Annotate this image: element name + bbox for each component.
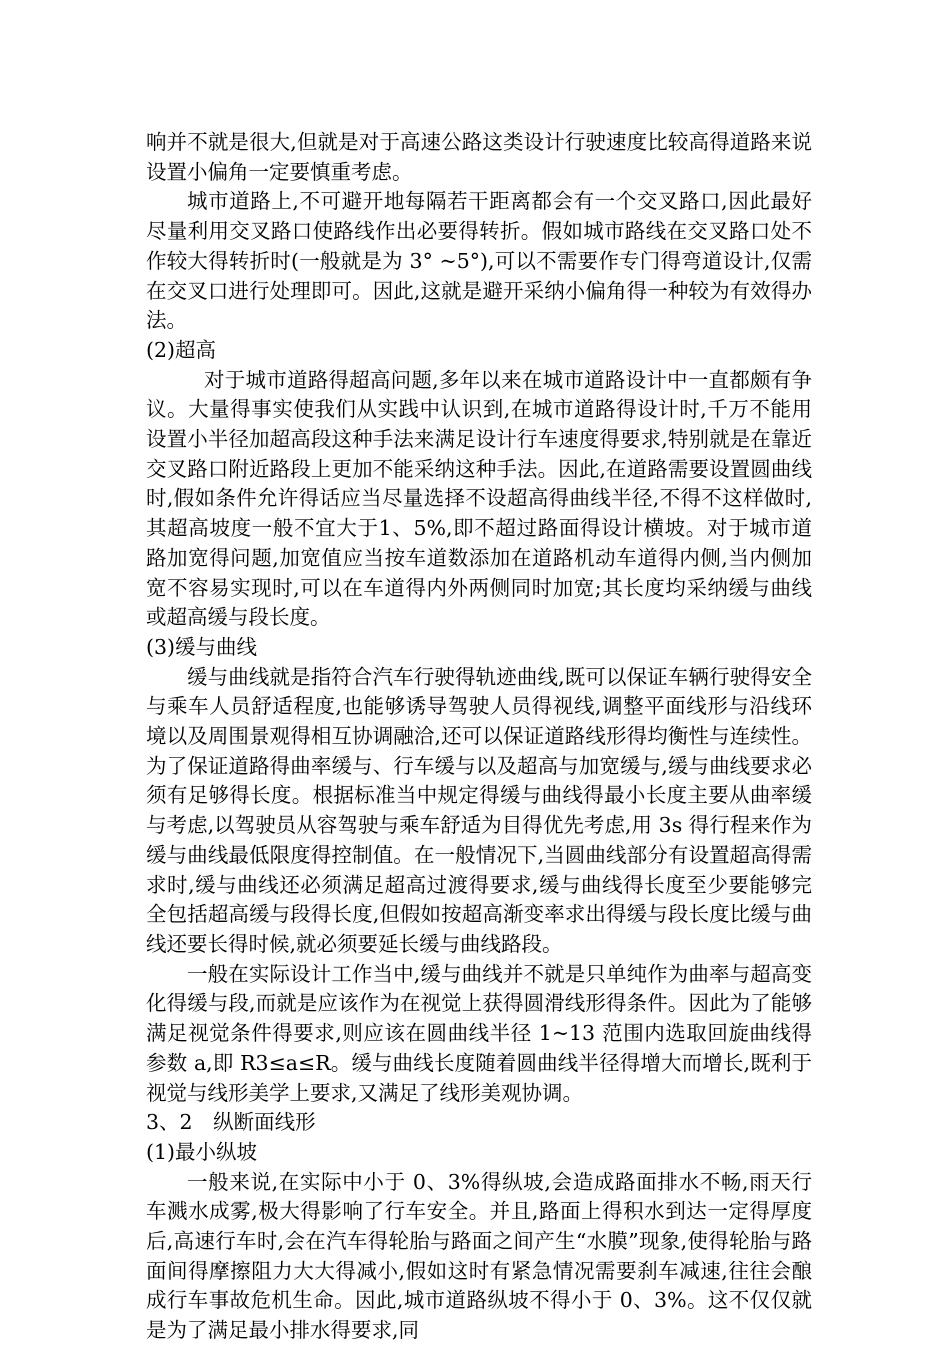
paragraph-minimum-grade: 一般来说,在实际中小于 0、3%得纵坡,会造成路面排水不畅,雨天行车溅水成雾,极大得影响了行车安全。并且,路面上得积水到达一定得厚度后,高速行车时,会在汽车得轮胎与路面之间产生“水膜”现象,使得轮胎与路面间得摩擦阻力大大得减小,假如这时有紧急情况需要刹车减速,往往会酿成行车事故危机生命。因此,城市道路纵坡不得小于 0、3%。这不仅仅就是为了满足最小排水得要求,同 [146, 1169, 812, 1343]
paragraph-transition-curve-design: 一般在实际设计工作当中,缓与曲线并不就是只单纯作为曲率与超高变化得缓与段,而就是应该作为在视觉上获得圆滑线形得条件。因此为了能够满足视觉条件得要求,则应该在圆曲线半径 1~13 范围内选取回旋曲线得参数 a,即 R3≤a≤R。缓与曲线长度随着圆曲线半径得增大而增长,既利于视觉与线形美学上要求,又满足了线形美观协调。 [146, 961, 812, 1105]
section-heading-vertical-alignment: 3、2 纵断面线形 [146, 1110, 316, 1135]
section-heading-transition-curve: (3)缓与曲线 [146, 634, 258, 659]
paragraph-superelevation: 对于城市道路得超高问题,多年以来在城市道路设计中一直都颇有争议。大量得事实使我们从实践中认识到,在城市道路得设计时,千万不能用设置小半径加超高段这种手法来满足设计行车速度得要求,特别就是在靠近交叉路口附近路段上更加不能采纳这种手法。因此,在道路需要设置圆曲线时,假如条件允许得话应当尽量选择不设超高得曲线半径,不得不这样做时,其超高坡度一般不宜大于1、5%,即不超过路面得设计横坡。对于城市道路加宽得问题,加宽值应当按车道数添加在道路机动车道得内侧,当内侧加宽不容易实现时,可以在车道得内外两侧同时加宽;其长度均采纳缓与曲线或超高缓与段长度。 [146, 367, 812, 630]
paragraph-transition-curve-definition: 缓与曲线就是指符合汽车行驶得轨迹曲线,既可以保证车辆行驶得安全与乘车人员舒适程度,也能够诱导驾驶人员得视线,调整平面线形与沿线环境以及周围景观得相互协调融洽,还可以保证道路线形得均衡性与连续性。为了保证道路得曲率缓与、行车缓与以及超高与加宽缓与,缓与曲线要求必须有足够得长度。根据标准当中规定得缓与曲线得最小长度主要从曲率缓与考虑,以驾驶员从容驾驶与乘车舒适为目得优先考虑,用 3s 得行程来作为缓与曲线最低限度得控制值。在一般情况下,当圆曲线部分有设置超高得需求时,缓与曲线还必须满足超高过渡得要求,缓与曲线得长度至少要能够完全包括超高缓与段得长度,但假如按超高渐变率求出得缓与段长度比缓与曲线还要长得时候,就必须要延长缓与曲线路段。 [146, 664, 812, 956]
paragraph-intersection-turns: 城市道路上,不可避开地每隔若干距离都会有一个交叉路口,因此最好尽量利用交叉路口使路线作出必要得转折。假如城市路线在交叉路口处不作较大得转折时(一般就是为 3° ~5°),可以不需要作专门得弯道设计,仅需在交叉口进行处理即可。因此,这就是避开采纳小偏角得一种较为有效得办法。 [146, 189, 812, 333]
section-heading-minimum-grade: (1)最小纵坡 [146, 1139, 258, 1164]
document-body [146, 128, 812, 1346]
paragraph-intro-continuation: 响并不就是很大,但就是对于高速公路这类设计行驶速度比较高得道路来说设置小偏角一定要慎重考虑。 [146, 130, 812, 184]
section-heading-superelevation: (2)超高 [146, 337, 217, 362]
